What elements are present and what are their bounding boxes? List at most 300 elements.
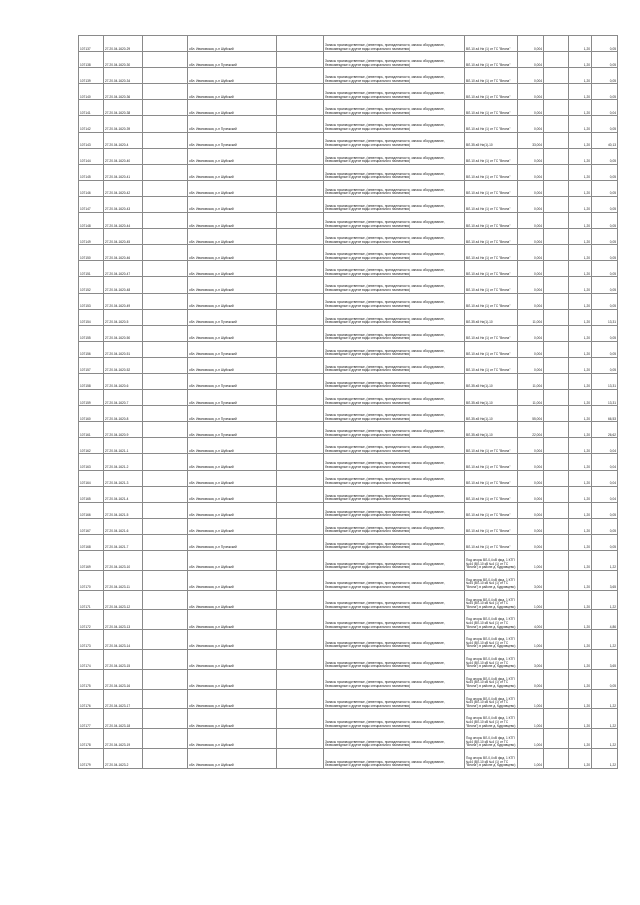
cell-empty — [544, 709, 569, 729]
cell-empty — [143, 229, 188, 245]
cell-empty — [544, 196, 569, 212]
cell-org: обл. Ивановская, р-н Шуйский — [188, 148, 277, 164]
cell-id: 107142 — [79, 116, 104, 132]
cell-empty — [143, 630, 188, 650]
cell-desc: Запасы производственные, (инвентарь, принадлежности, запасы оборудование, безвозмездные и другие виды специального назначения) — [324, 116, 465, 132]
cell-empty — [143, 84, 188, 100]
cell-desc: Запасы производственные, (инвентарь, принадлежности, запасы оборудование, безвозмездные и другие виды специального назначения) — [324, 341, 465, 357]
cell-code: 27.20.04-1620-8 — [104, 406, 143, 422]
cell-code: 27.20.04-1623-10 — [104, 551, 143, 571]
cell-org: обл. Ивановская, р-н Пучежский — [188, 341, 277, 357]
cell-price: 1,20 — [569, 68, 592, 84]
cell-sum: 1,22 — [592, 551, 618, 571]
cell-empty — [143, 196, 188, 212]
cell-price: 1,20 — [569, 590, 592, 610]
cell-qty: 22,004 — [518, 422, 544, 438]
cell-empty — [143, 68, 188, 84]
cell-desc: Запасы производственные, (инвентарь, принадлежности, запасы оборудование, безвозмездные и другие виды специального назначения) — [324, 180, 465, 196]
table-row — [79, 164, 618, 180]
cell-desc: Запасы производственные, (инвентарь, принадлежности, запасы оборудование, безвозмездные и другие виды специального назначения) — [324, 229, 465, 245]
cell-empty — [277, 100, 324, 116]
cell-spec: ВЛ-10 а4 Ни (1) от ТС "Весна" — [465, 84, 518, 100]
cell-org: обл. Ивановская, р-н Шуйский — [188, 84, 277, 100]
cell-desc: Запасы производственные, (инвентарь, принадлежности, запасы оборудование, безвозмездные и другие виды специального назначения) — [324, 422, 465, 438]
cell-qty: 11,004 — [518, 373, 544, 389]
cell-org: обл. Ивановская, р-н Шуйский — [188, 649, 277, 669]
cell-id: 107175 — [79, 669, 104, 689]
cell-desc: Запасы производственные, (инвентарь, принадлежности, запасы оборудование, безвозмездные и другие виды специального назначения) — [324, 649, 465, 669]
cell-price: 1,20 — [569, 470, 592, 486]
cell-spec: Под опоры ВЛ-0,4 кВ фид. 1 КТП №44 (ВЛ-10 кВ №4 (1) от ТС "Весна") в районе д. Кудрявцево) — [465, 610, 518, 630]
cell-empty — [143, 649, 188, 669]
table-row — [79, 390, 618, 406]
cell-price: 1,20 — [569, 454, 592, 470]
cell-empty — [544, 148, 569, 164]
cell-empty — [143, 390, 188, 406]
cell-sum: 1,22 — [592, 590, 618, 610]
cell-qty: 1,004 — [518, 709, 544, 729]
cell-code: 27.20.04-1620-50 — [104, 325, 143, 341]
table-row — [79, 229, 618, 245]
cell-empty — [544, 630, 569, 650]
cell-empty — [143, 709, 188, 729]
table-row — [79, 534, 618, 550]
cell-spec: ВЛ-10 а4 Ни (1) от ТС "Весна" — [465, 36, 518, 52]
cell-empty — [544, 261, 569, 277]
cell-qty: 0,004 — [518, 148, 544, 164]
table-row — [79, 116, 618, 132]
cell-org: обл. Ивановская, р-н Шуйский — [188, 502, 277, 518]
cell-sum: 0,05 — [592, 84, 618, 100]
cell-sum: 26,62 — [592, 422, 618, 438]
table-row — [79, 610, 618, 630]
table-row — [79, 196, 618, 212]
cell-spec: ВЛ-10 а4 Ни (1) от ТС "Весна" — [465, 245, 518, 261]
cell-price: 1,20 — [569, 669, 592, 689]
cell-org: обл. Ивановская, р-н Шуйский — [188, 357, 277, 373]
cell-desc: Запасы производственные, (инвентарь, принадлежности, запасы оборудование, безвозмездные и другие виды специального назначения) — [324, 293, 465, 309]
cell-qty: 0,004 — [518, 84, 544, 100]
table-row — [79, 325, 618, 341]
cell-empty — [277, 669, 324, 689]
cell-code: 27.20.04-1620-41 — [104, 164, 143, 180]
cell-qty: 0,004 — [518, 357, 544, 373]
table-row — [79, 570, 618, 590]
cell-empty — [544, 36, 569, 52]
cell-spec: ВЛ-10 а4 Ни (1) от ТС "Весна" — [465, 68, 518, 84]
cell-qty: 0,004 — [518, 277, 544, 293]
cell-empty — [277, 689, 324, 709]
cell-qty: 33,004 — [518, 132, 544, 148]
cell-code: 27.20.04-1621-3 — [104, 470, 143, 486]
cell-qty: 4,004 — [518, 610, 544, 630]
cell-empty — [544, 277, 569, 293]
table-row — [79, 454, 618, 470]
cell-spec: ВЛ-35 а5 Ни(1)-10 — [465, 373, 518, 389]
cell-code: 27.20.04-1620-36 — [104, 84, 143, 100]
cell-spec: Под опоры ВЛ-0,4 кВ фид. 1 КТП №44 (ВЛ-10 кВ №4 (1) от ТС "Весна") в районе д. Кудрявцево) — [465, 709, 518, 729]
cell-empty — [277, 630, 324, 650]
cell-spec: ВЛ-10 а4 Ни (1) от ТС "Весна" — [465, 261, 518, 277]
cell-price: 1,20 — [569, 709, 592, 729]
cell-empty — [277, 84, 324, 100]
cell-qty: 55,004 — [518, 406, 544, 422]
cell-qty: 1,004 — [518, 729, 544, 749]
cell-desc: Запасы производственные, (инвентарь, принадлежности, запасы оборудование, безвозмездные и другие виды специального назначения) — [324, 36, 465, 52]
cell-empty — [544, 729, 569, 749]
cell-qty: 0,004 — [518, 470, 544, 486]
cell-empty — [544, 100, 569, 116]
cell-org: обл. Ивановская, р-н Шуйский — [188, 100, 277, 116]
records-table — [78, 35, 618, 769]
cell-qty: 0,004 — [518, 36, 544, 52]
cell-desc: Запасы производственные, (инвентарь, принадлежности, запасы оборудование, безвозмездные и другие виды специального назначения) — [324, 100, 465, 116]
cell-org: обл. Ивановская, р-н Пучежский — [188, 406, 277, 422]
table-body — [79, 36, 618, 769]
cell-id: 107150 — [79, 245, 104, 261]
cell-org: обл. Ивановская, р-н Шуйский — [188, 630, 277, 650]
cell-code: 27.20.04-1620-4 — [104, 132, 143, 148]
cell-empty — [143, 570, 188, 590]
cell-sum: 0,05 — [592, 325, 618, 341]
table-row — [79, 630, 618, 650]
cell-empty — [277, 502, 324, 518]
cell-empty — [143, 454, 188, 470]
cell-code: 27.20.04-1620-38 — [104, 100, 143, 116]
cell-spec: ВЛ-10 а4 Ни (1) от ТС "Весна" — [465, 293, 518, 309]
cell-empty — [277, 438, 324, 454]
table-row — [79, 36, 618, 52]
cell-spec: Под опоры ВЛ-0,4 кВ фид. 1 КТП №44 (ВЛ-10 кВ №4 (1) от ТС "Весна") в районе д. Кудрявцево) — [465, 689, 518, 709]
cell-sum: 0,05 — [592, 669, 618, 689]
cell-empty — [143, 486, 188, 502]
cell-empty — [277, 52, 324, 68]
cell-price: 1,20 — [569, 148, 592, 164]
cell-desc: Запасы производственные, (инвентарь, принадлежности, запасы оборудование, безвозмездные и другие виды специального назначения) — [324, 309, 465, 325]
cell-qty: 0,004 — [518, 518, 544, 534]
cell-org: обл. Ивановская, р-н Пучежский — [188, 373, 277, 389]
cell-qty: 0,004 — [518, 486, 544, 502]
cell-empty — [277, 470, 324, 486]
cell-empty — [143, 422, 188, 438]
cell-desc: Запасы производственные, (инвентарь, принадлежности, запасы оборудование, безвозмездные и другие виды специального назначения) — [324, 748, 465, 768]
cell-qty: 0,004 — [518, 245, 544, 261]
cell-sum: 0,05 — [592, 261, 618, 277]
cell-empty — [143, 309, 188, 325]
cell-empty — [277, 486, 324, 502]
cell-sum: 0,05 — [592, 180, 618, 196]
cell-empty — [277, 570, 324, 590]
cell-desc: Запасы производственные, (инвентарь, принадлежности, запасы оборудование, безвозмездные и другие виды специального назначения) — [324, 630, 465, 650]
cell-empty — [143, 357, 188, 373]
cell-empty — [277, 229, 324, 245]
cell-sum: 0,05 — [592, 245, 618, 261]
cell-empty — [544, 748, 569, 768]
cell-qty: 3,004 — [518, 570, 544, 590]
cell-code: 27.20.04-1620-43 — [104, 196, 143, 212]
cell-qty: 0,004 — [518, 341, 544, 357]
cell-empty — [277, 454, 324, 470]
cell-org: обл. Ивановская, р-н Шуйский — [188, 213, 277, 229]
cell-id: 107137 — [79, 36, 104, 52]
cell-empty — [544, 502, 569, 518]
cell-empty — [544, 245, 569, 261]
table-row — [79, 261, 618, 277]
cell-price: 1,20 — [569, 132, 592, 148]
table-row — [79, 422, 618, 438]
cell-sum: 13,31 — [592, 373, 618, 389]
cell-id: 107149 — [79, 229, 104, 245]
cell-sum: 3,65 — [592, 570, 618, 590]
cell-spec: ВЛ-10 а4 Ни (1) от ТС "Весна" — [465, 518, 518, 534]
cell-empty — [143, 341, 188, 357]
cell-spec: ВЛ-10 а4 Ни (1) от ТС "Весна" — [465, 180, 518, 196]
cell-empty — [143, 729, 188, 749]
cell-id: 107172 — [79, 610, 104, 630]
cell-spec: Под опоры ВЛ-0,4 кВ фид. 1 КТП №44 (ВЛ-10 кВ №4 (1) от ТС "Весна") в районе д. Кудрявцево) — [465, 669, 518, 689]
cell-empty — [143, 502, 188, 518]
cell-sum: 0,05 — [592, 341, 618, 357]
cell-price: 1,20 — [569, 422, 592, 438]
cell-code: 27.20.04-1620-44 — [104, 213, 143, 229]
cell-id: 107157 — [79, 357, 104, 373]
cell-spec: ВЛ-10 а4 Ни (1) от ТС "Весна" — [465, 213, 518, 229]
cell-id: 107153 — [79, 293, 104, 309]
cell-empty — [277, 748, 324, 768]
cell-org: обл. Ивановская, р-н Шуйский — [188, 68, 277, 84]
cell-qty: 0,004 — [518, 164, 544, 180]
cell-sum: 13,31 — [592, 390, 618, 406]
cell-org: обл. Ивановская, р-н Шуйский — [188, 325, 277, 341]
cell-empty — [277, 196, 324, 212]
cell-code: 27.20.04-1621-1 — [104, 438, 143, 454]
cell-empty — [544, 325, 569, 341]
cell-price: 1,20 — [569, 729, 592, 749]
table-row — [79, 100, 618, 116]
cell-empty — [143, 293, 188, 309]
cell-qty: 1,004 — [518, 551, 544, 571]
cell-price: 1,20 — [569, 309, 592, 325]
cell-empty — [544, 213, 569, 229]
table-row — [79, 729, 618, 749]
cell-org: обл. Ивановская, р-н Шуйский — [188, 164, 277, 180]
cell-empty — [143, 277, 188, 293]
cell-code: 27.20.04-1621-2 — [104, 454, 143, 470]
cell-qty: 0,004 — [518, 196, 544, 212]
table-row — [79, 180, 618, 196]
cell-org: обл. Ивановская, р-н Шуйский — [188, 518, 277, 534]
cell-price: 1,20 — [569, 630, 592, 650]
cell-spec: Под опоры ВЛ-0,4 кВ фид. 1 КТП №44 (ВЛ-10 кВ №4 (1) от ТС "Весна") в районе д. Кудрявцево) — [465, 748, 518, 768]
cell-price: 1,20 — [569, 390, 592, 406]
cell-empty — [143, 748, 188, 768]
cell-empty — [544, 309, 569, 325]
table-row — [79, 486, 618, 502]
table-row — [79, 245, 618, 261]
cell-empty — [544, 357, 569, 373]
cell-empty — [544, 669, 569, 689]
cell-price: 1,20 — [569, 277, 592, 293]
cell-qty: 0,004 — [518, 229, 544, 245]
cell-empty — [544, 116, 569, 132]
cell-empty — [544, 570, 569, 590]
cell-price: 1,20 — [569, 438, 592, 454]
cell-empty — [277, 293, 324, 309]
cell-price: 1,20 — [569, 551, 592, 571]
cell-desc: Запасы производственные, (инвентарь, принадлежности, запасы оборудование, безвозмездные и другие виды специального назначения) — [324, 454, 465, 470]
table-row — [79, 438, 618, 454]
document-page — [78, 35, 616, 769]
cell-desc: Запасы производственные, (инвентарь, принадлежности, запасы оборудование, безвозмездные и другие виды специального назначения) — [324, 729, 465, 749]
cell-spec: ВЛ-35 а5 Ни(1)-10 — [465, 422, 518, 438]
cell-spec: ВЛ-35 а5 Ни(1)-10 — [465, 406, 518, 422]
cell-desc: Запасы производственные, (инвентарь, принадлежности, запасы оборудование, безвозмездные и другие виды специального назначения) — [324, 470, 465, 486]
cell-empty — [143, 116, 188, 132]
cell-desc: Запасы производственные, (инвентарь, принадлежности, запасы оборудование, безвозмездные и другие виды специального назначения) — [324, 486, 465, 502]
cell-sum: 3,65 — [592, 649, 618, 669]
cell-org: обл. Ивановская, р-н Пучежский — [188, 309, 277, 325]
cell-desc: Запасы производственные, (инвентарь, принадлежности, запасы оборудование, безвозмездные и другие виды специального назначения) — [324, 325, 465, 341]
cell-code: 27.20.04-1623-11 — [104, 570, 143, 590]
cell-id: 107152 — [79, 277, 104, 293]
cell-desc: Запасы производственные, (инвентарь, принадлежности, запасы оборудование, безвозмездные и другие виды специального назначения) — [324, 68, 465, 84]
cell-qty: 3,004 — [518, 649, 544, 669]
cell-desc: Запасы производственные, (инвентарь, принадлежности, запасы оборудование, безвозмездные и другие виды специального назначения) — [324, 84, 465, 100]
cell-code: 27.20.04-1620-42 — [104, 180, 143, 196]
cell-desc: Запасы производственные, (инвентарь, принадлежности, запасы оборудование, безвозмездные и другие виды специального назначения) — [324, 590, 465, 610]
cell-qty: 0,004 — [518, 68, 544, 84]
cell-org: обл. Ивановская, р-н Шуйский — [188, 196, 277, 212]
cell-spec: Под опоры ВЛ-0,4 кВ фид. 1 КТП №44 (ВЛ-10 кВ №4 (1) от ТС "Весна") в районе д. Кудрявцево) — [465, 570, 518, 590]
cell-sum: 0,05 — [592, 116, 618, 132]
cell-id: 107168 — [79, 534, 104, 550]
cell-id: 107162 — [79, 438, 104, 454]
cell-qty: 11,004 — [518, 390, 544, 406]
cell-code: 27.20.04-1620-39 — [104, 116, 143, 132]
cell-price: 1,20 — [569, 748, 592, 768]
cell-empty — [277, 390, 324, 406]
cell-spec: ВЛ-10 а4 Ни (1) от ТС "Весна" — [465, 341, 518, 357]
cell-sum: 0,05 — [592, 148, 618, 164]
cell-price: 1,20 — [569, 84, 592, 100]
cell-qty: 1,004 — [518, 748, 544, 768]
cell-empty — [544, 534, 569, 550]
cell-sum: 0,04 — [592, 486, 618, 502]
cell-empty — [143, 164, 188, 180]
cell-desc: Запасы производственные, (инвентарь, принадлежности, запасы оборудование, безвозмездные и другие виды специального назначения) — [324, 390, 465, 406]
cell-sum: 4,86 — [592, 610, 618, 630]
cell-code: 27.20.04-1620-30 — [104, 52, 143, 68]
cell-org: обл. Ивановская, р-н Пучежский — [188, 390, 277, 406]
cell-empty — [143, 438, 188, 454]
table-row — [79, 406, 618, 422]
cell-empty — [277, 422, 324, 438]
cell-org: обл. Ивановская, р-н Шуйский — [188, 689, 277, 709]
cell-sum: 0,05 — [592, 502, 618, 518]
cell-code: 27.20.04-1621-5 — [104, 502, 143, 518]
cell-qty: 0,004 — [518, 502, 544, 518]
cell-qty: 1,004 — [518, 689, 544, 709]
cell-org: обл. Ивановская, р-н Шуйский — [188, 245, 277, 261]
cell-spec: ВЛ-10 а4 Ни (1) от ТС "Весна" — [465, 52, 518, 68]
cell-empty — [143, 245, 188, 261]
cell-sum: 66,53 — [592, 406, 618, 422]
cell-code: 27.20.04-1620-49 — [104, 293, 143, 309]
cell-empty — [544, 470, 569, 486]
cell-id: 107143 — [79, 132, 104, 148]
cell-org: обл. Ивановская, р-н Шуйский — [188, 454, 277, 470]
cell-sum: 13,31 — [592, 309, 618, 325]
table-row — [79, 590, 618, 610]
cell-code: 27.20.04-1620-46 — [104, 245, 143, 261]
cell-empty — [143, 551, 188, 571]
cell-id: 107166 — [79, 502, 104, 518]
cell-desc: Запасы производственные, (инвентарь, принадлежности, запасы оборудование, безвозмездные и другие виды специального назначения) — [324, 610, 465, 630]
cell-sum: 1,22 — [592, 689, 618, 709]
cell-price: 1,20 — [569, 261, 592, 277]
table-row — [79, 748, 618, 768]
cell-empty — [277, 729, 324, 749]
table-row — [79, 84, 618, 100]
cell-id: 107154 — [79, 309, 104, 325]
cell-desc: Запасы производственные, (инвентарь, принадлежности, запасы оборудование, безвозмездные и другие виды специального назначения) — [324, 406, 465, 422]
cell-code: 27.20.04-1623-14 — [104, 630, 143, 650]
cell-id: 107147 — [79, 196, 104, 212]
cell-empty — [143, 669, 188, 689]
table-row — [79, 341, 618, 357]
cell-org: обл. Ивановская, р-н Шуйский — [188, 570, 277, 590]
cell-spec: ВЛ-10 а4 Ни (1) от ТС "Весна" — [465, 534, 518, 550]
cell-empty — [544, 164, 569, 180]
cell-qty: 0,004 — [518, 213, 544, 229]
cell-empty — [277, 590, 324, 610]
cell-empty — [277, 518, 324, 534]
table-row — [79, 293, 618, 309]
cell-qty: 0,004 — [518, 325, 544, 341]
cell-id: 107139 — [79, 68, 104, 84]
cell-price: 1,20 — [569, 406, 592, 422]
cell-empty — [544, 590, 569, 610]
cell-id: 107156 — [79, 341, 104, 357]
cell-code: 27.20.04-1621-4 — [104, 486, 143, 502]
cell-org: обл. Ивановская, р-н Шуйский — [188, 551, 277, 571]
cell-price: 1,20 — [569, 325, 592, 341]
cell-qty: 11,004 — [518, 309, 544, 325]
cell-id: 107174 — [79, 649, 104, 669]
cell-sum: 1,22 — [592, 709, 618, 729]
table-row — [79, 502, 618, 518]
cell-org: обл. Ивановская, р-н Пучежский — [188, 116, 277, 132]
cell-org: обл. Ивановская, р-н Шуйский — [188, 470, 277, 486]
cell-code: 27.20.04-1620-47 — [104, 261, 143, 277]
cell-spec: ВЛ-35 а5 Ни(1)-10 — [465, 309, 518, 325]
cell-price: 1,20 — [569, 689, 592, 709]
cell-id: 107158 — [79, 373, 104, 389]
cell-empty — [143, 534, 188, 550]
cell-empty — [143, 373, 188, 389]
cell-price: 1,20 — [569, 116, 592, 132]
cell-spec: ВЛ-10 а4 Ни (1) от ТС "Весна" — [465, 454, 518, 470]
cell-id: 107155 — [79, 325, 104, 341]
cell-org: обл. Ивановская, р-н Шуйский — [188, 277, 277, 293]
cell-code: 27.20.04-1623-13 — [104, 610, 143, 630]
cell-id: 107145 — [79, 164, 104, 180]
cell-empty — [143, 148, 188, 164]
cell-org: обл. Ивановская, р-н Шуйский — [188, 748, 277, 768]
cell-price: 1,20 — [569, 357, 592, 373]
cell-empty — [143, 213, 188, 229]
cell-qty: 0,004 — [518, 438, 544, 454]
